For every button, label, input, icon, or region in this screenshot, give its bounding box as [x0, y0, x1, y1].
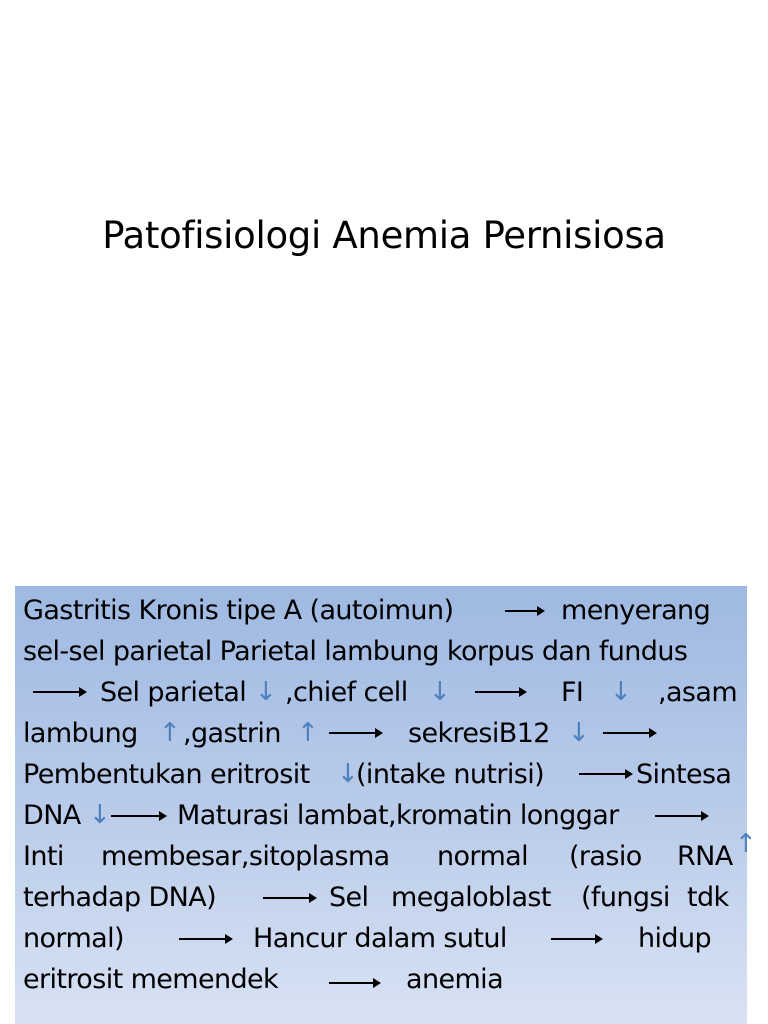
text-segment: (intake nutrisi)	[356, 759, 545, 790]
text-segment: normal	[437, 841, 529, 872]
arrow-right-icon	[263, 897, 315, 899]
arrow-right-icon	[505, 610, 543, 612]
text-segment: sel-sel parietal Parietal lambung korpus dan fundus	[23, 636, 688, 667]
arrow-down-icon: ↓	[255, 677, 277, 707]
arrow-down-icon: ↓	[610, 677, 632, 707]
text-segment: eritrosit memendek	[23, 964, 279, 995]
text-segment: (rasio	[569, 841, 642, 872]
slide-title: Patofisiologi Anemia Pernisiosa	[102, 214, 666, 257]
text-line-3	[23, 672, 739, 713]
text-line-1	[23, 590, 739, 631]
arrow-down-icon: ↓	[337, 759, 359, 789]
arrow-right-icon	[329, 732, 381, 734]
arrow-up-icon: ↑	[297, 718, 319, 748]
arrow-right-icon	[111, 815, 165, 817]
text-segment: tdk	[687, 882, 729, 913]
text-segment: Pembentukan eritrosit	[23, 759, 310, 790]
arrow-down-icon: ↓	[429, 677, 451, 707]
text-segment: Gastritis Kronis tipe A (autoimun)	[23, 595, 454, 626]
text-segment: Maturasi lambat,kromatin longgar	[177, 800, 619, 831]
text-line-5	[23, 754, 739, 795]
text-line-4	[23, 713, 739, 754]
text-line-8	[23, 877, 739, 918]
text-segment: sekresiB12	[408, 718, 550, 749]
text-segment: Inti	[23, 841, 64, 872]
text-line-10	[23, 959, 739, 1000]
text-segment: normal)	[23, 923, 124, 954]
text-segment: menyerang	[561, 595, 711, 626]
arrow-right-icon	[475, 691, 525, 693]
text-segment: anemia	[406, 964, 504, 995]
text-segment: Sel parietal	[100, 677, 247, 708]
arrow-right-icon	[603, 732, 655, 734]
text-segment: Sintesa	[636, 759, 732, 790]
text-segment: RNA	[677, 841, 733, 872]
arrow-up-icon: ↑	[735, 829, 757, 859]
text-segment: ,asam	[658, 677, 738, 708]
text-segment: (fungsi	[581, 882, 670, 913]
text-line-2	[23, 631, 739, 672]
text-line-7	[23, 829, 757, 877]
text-segment: membesar,sitoplasma	[101, 841, 390, 872]
text-segment: Sel	[329, 882, 369, 913]
text-segment: hidup	[638, 923, 712, 954]
text-segment: terhadap DNA)	[23, 882, 217, 913]
text-line-6	[23, 795, 739, 836]
text-segment: DNA	[23, 800, 81, 831]
arrow-up-icon: ↑	[159, 718, 181, 748]
text-segment: lambung	[23, 718, 138, 749]
text-segment: megaloblast	[391, 882, 551, 913]
text-segment: FI	[561, 677, 584, 708]
text-segment: ,gastrin	[183, 718, 281, 749]
arrow-right-icon	[33, 691, 85, 693]
arrow-right-icon	[179, 938, 231, 940]
arrow-down-icon: ↓	[89, 800, 111, 830]
arrow-right-icon	[655, 815, 707, 817]
arrow-right-icon	[551, 938, 601, 940]
text-segment: Hancur dalam sutul	[253, 923, 507, 954]
text-line-9	[23, 918, 739, 959]
arrow-right-icon	[579, 773, 631, 775]
arrow-right-icon	[329, 982, 379, 984]
text-segment: ,chief cell	[285, 677, 408, 708]
arrow-down-icon: ↓	[568, 718, 590, 748]
